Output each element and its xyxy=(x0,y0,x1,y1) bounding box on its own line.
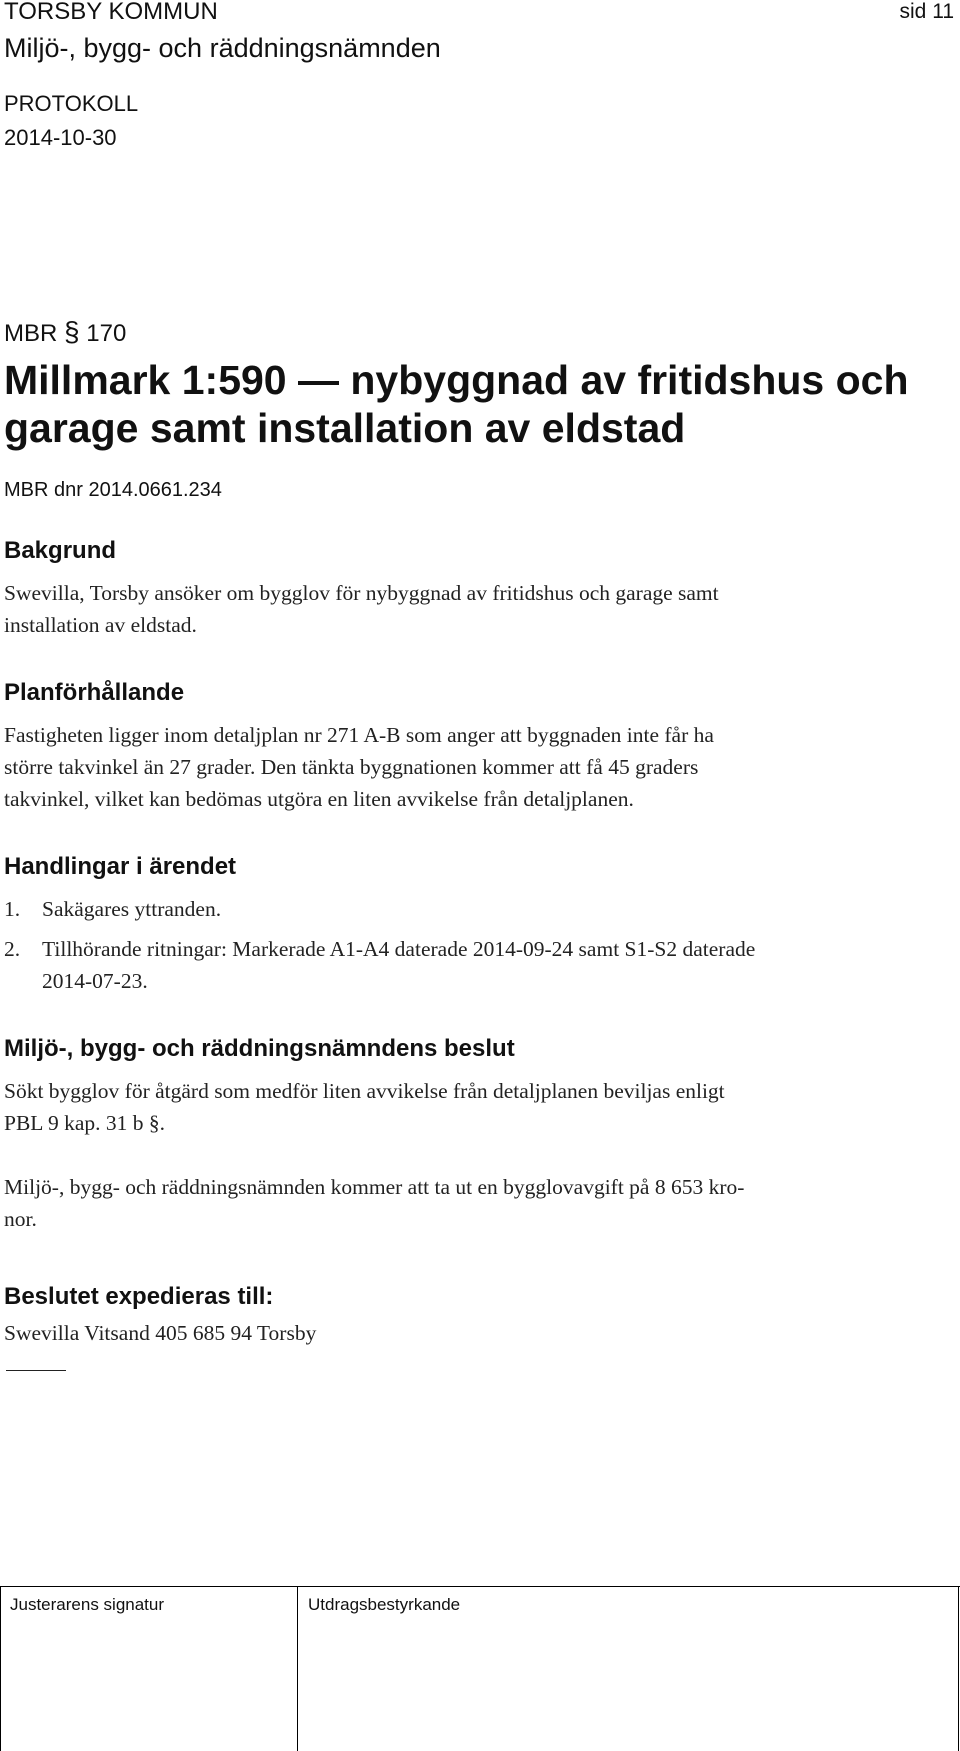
footer-divider xyxy=(0,1587,1,1751)
list-item-text-continued: 2014-07-23. xyxy=(42,968,148,993)
recipient-address: Swevilla Vitsand 405 685 94 Torsby xyxy=(4,1321,317,1345)
list-item xyxy=(4,934,755,997)
heading-planforhallande: Planförhållande xyxy=(4,679,185,706)
paragraph-prefix: MBR xyxy=(4,320,58,347)
heading-beslut: Miljö-, bygg- och räddningsnämndens beslut xyxy=(4,1035,515,1062)
beslut-text-line-1: Sökt bygglov för åtgärd som medför liten avvikelse från detaljplanen beviljas enligt xyxy=(4,1079,725,1103)
footer-divider xyxy=(958,1587,959,1751)
paragraph-id xyxy=(4,318,126,348)
plan-text-line-1: Fastigheten ligger inom detaljplan nr 271 A-B som anger att byggnaden inte får ha xyxy=(4,723,714,747)
heading-bakgrund: Bakgrund xyxy=(4,537,117,564)
footer-label-justerare: Justerarens signatur xyxy=(10,1595,165,1614)
separator-rule xyxy=(6,1370,66,1371)
bakgrund-text-line-2: installation av eldstad. xyxy=(4,613,197,637)
case-title xyxy=(4,356,944,452)
footer-divider xyxy=(297,1587,298,1751)
avgift-text-line-2: nor. xyxy=(4,1207,37,1231)
list-item-number: 1. xyxy=(4,897,21,921)
heading-handlingar: Handlingar i ärendet xyxy=(4,853,237,880)
beslut-text-line-2: PBL 9 kap. 31 b §. xyxy=(4,1111,166,1135)
committee-name: Miljö-, bygg- och räddningsnämnden xyxy=(4,33,441,63)
document-type: PROTOKOLL xyxy=(4,91,139,116)
plan-text-line-3: takvinkel, vilket kan bedömas utgöra en liten avvikelse från detaljplanen. xyxy=(4,787,634,811)
case-dnr: MBR dnr 2014.0661.234 xyxy=(4,479,222,501)
paragraph-symbol: § xyxy=(64,316,80,347)
bakgrund-text-line-1: Swevilla, Torsby ansöker om bygglov för nybyggnad av fritidshus och garage samt xyxy=(4,581,719,605)
heading-expedieras: Beslutet expedieras till: xyxy=(4,1283,274,1310)
list-item-number: 2. xyxy=(4,937,21,961)
page-number: sid 11 xyxy=(899,0,954,23)
footer-label-utdrag: Utdragsbestyrkande xyxy=(308,1595,461,1614)
avgift-text-line-1: Miljö-, bygg- och räddningsnämnden kommer att ta ut en bygglovavgift på 8 653 kro- xyxy=(4,1175,745,1199)
list-item-text: Tillhörande ritningar: Markerade A1-A4 daterade 2014-09-24 samt S1-S2 daterade xyxy=(42,937,756,961)
list-item-text: Sakägares yttranden. xyxy=(42,897,222,921)
case-title-line-2: garage samt installation av eldstad xyxy=(4,405,686,451)
paragraph-number: 170 xyxy=(86,320,127,347)
plan-text-line-2: större takvinkel än 27 grader. Den tänkta byggnationen kommer att få 45 graders xyxy=(4,755,699,779)
list-item xyxy=(4,894,221,926)
meeting-date: 2014-10-30 xyxy=(4,125,117,150)
signature-footer xyxy=(0,1586,960,1751)
case-title-line-1: Millmark 1:590 — nybyggnad av fritidshus och xyxy=(4,357,909,403)
organization-name: TORSBY KOMMUN xyxy=(4,0,218,25)
